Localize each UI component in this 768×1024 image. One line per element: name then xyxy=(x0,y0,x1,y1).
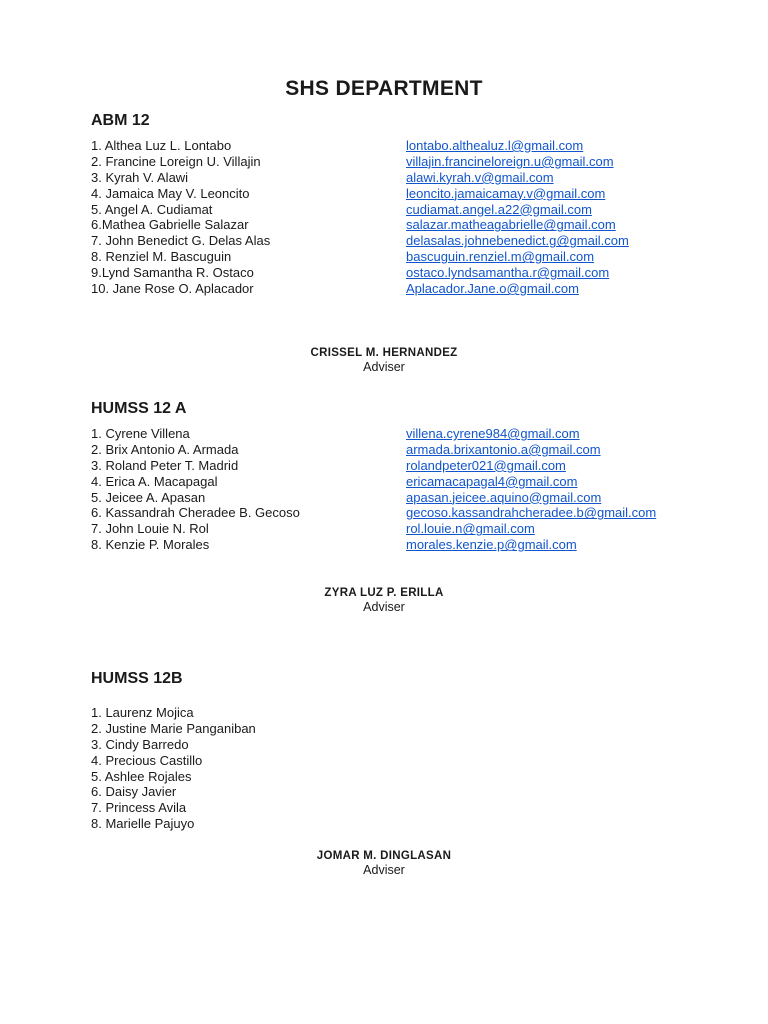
student-name: 8. Renziel M. Bascuguin xyxy=(91,249,232,265)
adviser-block-humss-12-a xyxy=(0,586,768,615)
student-name: 2. Francine Loreign U. Villajin xyxy=(91,153,261,169)
list-item xyxy=(91,233,731,249)
list-item xyxy=(91,249,731,265)
list-item xyxy=(91,458,731,474)
section-heading-abm-12: ABM 12 xyxy=(91,112,150,129)
student-name: 5. Ashlee Rojales xyxy=(91,768,192,784)
list-item xyxy=(91,784,731,800)
list-item xyxy=(91,490,731,506)
student-name: 7. John Benedict G. Delas Alas xyxy=(91,233,271,249)
email-link[interactable]: Aplacador.Jane.o@gmail.com xyxy=(406,281,579,297)
student-name: 1. Laurenz Mojica xyxy=(91,705,194,720)
student-name: 5. Angel A. Cudiamat xyxy=(91,201,213,217)
email-link[interactable]: villajin.francineloreign.u@gmail.com xyxy=(406,153,614,169)
email-link[interactable]: apasan.jeicee.aquino@gmail.com xyxy=(406,489,602,505)
student-name: 8. Marielle Pajuyo xyxy=(91,816,195,832)
email-link[interactable]: morales.kenzie.p@gmail.com xyxy=(406,537,577,553)
student-name: 7. John Louie N. Rol xyxy=(91,521,209,537)
email-link[interactable]: armada.brixantonio.a@gmail.com xyxy=(406,441,601,457)
list-item xyxy=(91,769,731,785)
email-link[interactable]: alawi.kyrah.v@gmail.com xyxy=(406,169,554,185)
email-link[interactable]: gecoso.kassandrahcheradee.b@gmail.com xyxy=(406,505,657,521)
email-link[interactable]: villena.cyrene984@gmail.com xyxy=(406,426,580,441)
adviser-name: CRISSEL M. HERNANDEZ xyxy=(310,347,458,359)
adviser-role: Adviser xyxy=(363,600,405,614)
list-item xyxy=(91,442,731,458)
list-item xyxy=(91,737,731,753)
adviser-name: ZYRA LUZ P. ERILLA xyxy=(324,587,444,599)
list-item xyxy=(91,217,731,233)
student-name: 6. Daisy Javier xyxy=(91,784,177,800)
student-name: 4. Erica A. Macapagal xyxy=(91,473,218,489)
email-link[interactable]: rolandpeter021@gmail.com xyxy=(406,457,566,473)
student-name: 9.Lynd Samantha R. Ostaco xyxy=(91,265,254,281)
email-link[interactable]: rol.louie.n@gmail.com xyxy=(406,521,535,537)
section-heading-humss-12b: HUMSS 12B xyxy=(91,670,183,687)
list-item xyxy=(91,521,731,537)
list-item xyxy=(91,265,731,281)
list-item xyxy=(91,170,731,186)
list-item xyxy=(91,474,731,490)
student-name: 6. Kassandrah Cheradee B. Gecoso xyxy=(91,505,300,521)
list-item xyxy=(91,816,731,832)
list-item xyxy=(91,800,731,816)
student-name: 3. Kyrah V. Alawi xyxy=(91,169,189,185)
student-name: 8. Kenzie P. Morales xyxy=(91,537,210,553)
student-name: 1. Althea Luz L. Lontabo xyxy=(91,138,232,153)
student-name: 4. Precious Castillo xyxy=(91,752,203,768)
list-item xyxy=(91,186,731,202)
student-name: 6.Mathea Gabrielle Salazar xyxy=(91,217,249,233)
student-list-abm-12 xyxy=(91,138,731,297)
student-name: 4. Jamaica May V. Leoncito xyxy=(91,185,250,201)
student-name: 3. Cindy Barredo xyxy=(91,736,189,752)
list-item xyxy=(91,138,731,154)
email-link[interactable]: lontabo.althealuz.l@gmail.com xyxy=(406,138,584,153)
adviser-block-abm-12 xyxy=(0,346,768,375)
list-item xyxy=(91,505,731,521)
list-item xyxy=(91,281,731,297)
student-list-humss-12b xyxy=(91,705,731,832)
list-item xyxy=(91,426,731,442)
adviser-block-humss-12b xyxy=(0,849,768,878)
list-item xyxy=(91,753,731,769)
student-name: 1. Cyrene Villena xyxy=(91,426,190,441)
student-name: 7. Princess Avila xyxy=(91,800,187,816)
adviser-role: Adviser xyxy=(363,863,405,877)
email-link[interactable]: leoncito.jamaicamay.v@gmail.com xyxy=(406,185,606,201)
email-link[interactable]: cudiamat.angel.a22@gmail.com xyxy=(406,201,592,217)
page-title: SHS DEPARTMENT xyxy=(285,77,483,100)
adviser-role: Adviser xyxy=(363,360,405,374)
list-item xyxy=(91,721,731,737)
student-name: 10. Jane Rose O. Aplacador xyxy=(91,281,254,297)
email-link[interactable]: ostaco.lyndsamantha.r@gmail.com xyxy=(406,265,610,281)
email-link[interactable]: salazar.matheagabrielle@gmail.com xyxy=(406,217,616,233)
list-item xyxy=(91,705,731,721)
section-heading-humss-12-a: HUMSS 12 A xyxy=(91,400,187,417)
email-link[interactable]: ericamacapagal4@gmail.com xyxy=(406,473,578,489)
list-item xyxy=(91,154,731,170)
student-name: 2. Brix Antonio A. Armada xyxy=(91,441,239,457)
email-link[interactable]: bascuguin.renziel.m@gmail.com xyxy=(406,249,595,265)
list-item xyxy=(91,202,731,218)
student-name: 2. Justine Marie Panganiban xyxy=(91,720,256,736)
student-name: 3. Roland Peter T. Madrid xyxy=(91,457,239,473)
list-item xyxy=(91,537,731,553)
email-link[interactable]: delasalas.johnebenedict.g@gmail.com xyxy=(406,233,629,249)
student-name: 5. Jeicee A. Apasan xyxy=(91,489,206,505)
adviser-name: JOMAR M. DINGLASAN xyxy=(316,850,452,862)
student-list-humss-12-a xyxy=(91,426,731,553)
